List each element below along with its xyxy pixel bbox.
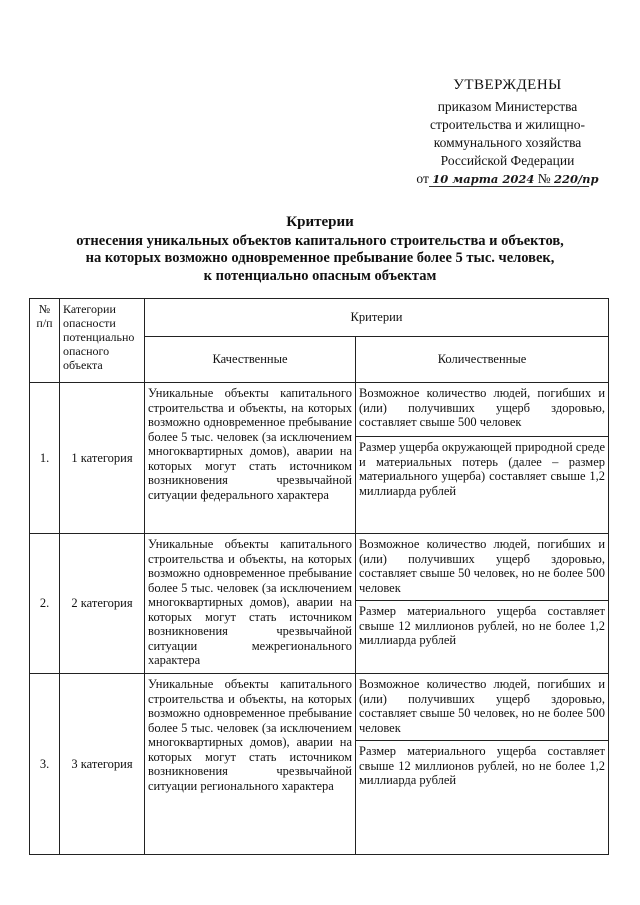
row-quantitative-people: Возможное количество людей, погибших и (или) получивших ущерб здоровью, составляет свыше 500 человек: [356, 383, 609, 437]
approval-line: приказом Министерства: [437, 99, 578, 114]
header-category: Категории опасности потенциально опасного объекта: [60, 299, 145, 383]
approval-line: коммунального хозяйства: [433, 135, 582, 150]
header-num: № п/п: [30, 299, 60, 383]
row-quantitative-damage: Размер материального ущерба составляет свыше 12 миллионов рублей, но не более 1,2 миллиарда рублей: [356, 601, 609, 674]
title-line: к потенциально опасным объектам: [203, 267, 437, 284]
row-num: 2.: [30, 534, 60, 674]
title-line: отнесения уникальных объектов капитального строительства и объектов,: [76, 232, 564, 249]
criteria-table: [29, 298, 609, 855]
title-line: Критерии: [286, 214, 354, 230]
header-qualitative: Качественные: [145, 337, 356, 383]
approval-line: строительства и жилищно-: [430, 117, 585, 132]
header-criteria: Критерии: [145, 299, 609, 337]
document-title: [40, 214, 600, 285]
row-quantitative-damage: Размер материального ущерба составляет свыше 12 миллионов рублей, но не более 1,2 миллиарда рублей: [356, 741, 609, 855]
approval-line: Российской Федерации: [440, 153, 575, 168]
order-line: [395, 170, 620, 192]
row-qualitative: Уникальные объекты капитального строительства и объекты, на которых возможно одновременное пребывание более 5 тыс. человек (за исключением многоквартирных домов), аварии на которых могут стать источником возникновения чрезвычайной ситуации межрегионального характера: [145, 534, 356, 674]
row-num: 1.: [30, 383, 60, 534]
order-number-label: №: [537, 171, 551, 186]
row-category: 3 категория: [60, 674, 145, 855]
approval-heading: УТВЕРЖДЕНЫ: [453, 77, 562, 93]
order-date: 10 марта 2024: [432, 172, 535, 186]
row-qualitative: Уникальные объекты капитального строительства и объекты, на которых возможно одновременное пребывание более 5 тыс. человек (за исключением многоквартирных домов), аварии на которых могут стать источником возникновения чрезвычайной ситуации федерального характера: [145, 383, 356, 534]
row-qualitative: Уникальные объекты капитального строительства и объекты, на которых возможно одновременное пребывание более 5 тыс. человек (за исключением многоквартирных домов), аварии на которых могут стать источником возникновения чрезвычайной ситуации регионального характера: [145, 674, 356, 855]
row-category: 1 категория: [60, 383, 145, 534]
row-quantitative-people: Возможное количество людей, погибших и (или) получивших ущерб здоровью, составляет свыше 50 человек, но не более 500 человек: [356, 674, 609, 741]
row-num: 3.: [30, 674, 60, 855]
header-quantitative: Количественные: [356, 337, 609, 383]
order-number: 220/пр: [553, 172, 599, 186]
order-prefix: от: [416, 171, 429, 186]
row-category: 2 категория: [60, 534, 145, 674]
order-underline: [429, 186, 589, 187]
row-quantitative-people: Возможное количество людей, погибших и (или) получивших ущерб здоровью, составляет свыше 50 человек, но не более 500 человек: [356, 534, 609, 601]
approval-block: [395, 76, 620, 192]
title-line: на которых возможно одновременное пребывание более 5 тыс. человек,: [85, 250, 555, 266]
row-quantitative-damage: Размер ущерба окружающей природной среде и материальных потерь (далее – размер материального ущерба) составляет свыше 1,2 миллиарда рублей: [356, 437, 609, 534]
